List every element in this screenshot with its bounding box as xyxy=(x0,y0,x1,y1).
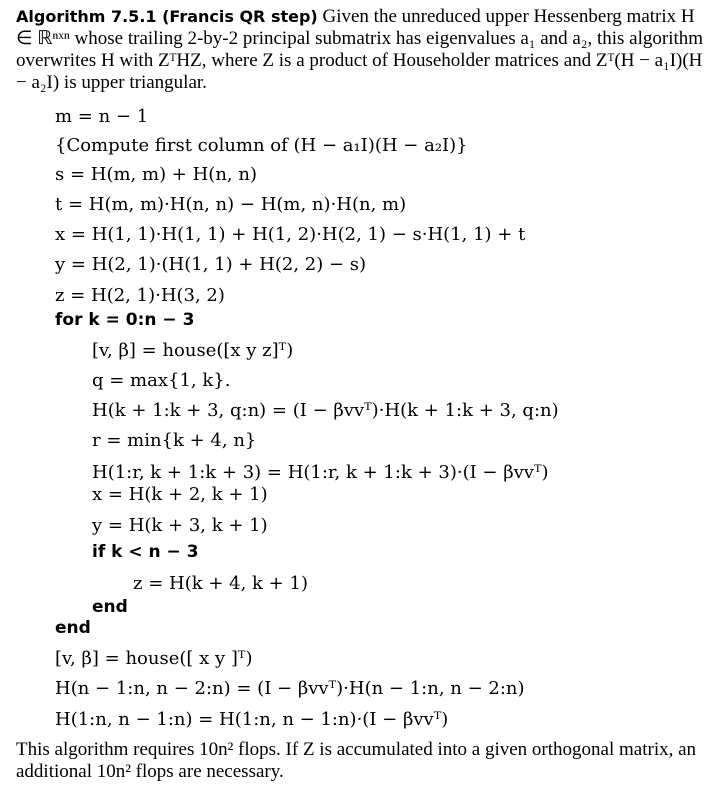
for-keyword-line: for k = 0:n − 3 xyxy=(55,310,195,330)
alg-line: [v, β] = house([ x y ]ᵀ) xyxy=(55,648,253,669)
alg-line: H(1:r, k + 1:k + 3) = H(1:r, k + 1:k + 3)·(I − βvvᵀ) xyxy=(92,462,549,483)
alg-line: s = H(m, m) + H(n, n) xyxy=(55,164,257,185)
alg-line: z = H(2, 1)·H(3, 2) xyxy=(55,285,225,306)
algorithm-header xyxy=(16,6,710,94)
alg-line: H(1:n, n − 1:n) = H(1:n, n − 1:n)·(I − βvvᵀ) xyxy=(55,709,449,730)
algorithm-description: Given the unreduced upper Hessenberg matrix H ∈ ℝⁿˣⁿ whose trailing 2-by-2 principal submatrix has eigenvalues a₁ and a₂, this algorithm overwrites H with ZᵀHZ, where Z is a product of Householder matrices and Zᵀ(H − a₁I)(H − a₂I) is upper triangular. xyxy=(16,6,704,93)
end-for-keyword: end xyxy=(55,618,91,638)
alg-line: H(n − 1:n, n − 2:n) = (I − βvvᵀ)·H(n − 1:n, n − 2:n) xyxy=(55,678,525,699)
alg-line: [v, β] = house([x y z]ᵀ) xyxy=(92,340,294,361)
end-if-keyword: end xyxy=(92,597,128,617)
if-keyword-line: if k < n − 3 xyxy=(92,542,199,562)
alg-line: q = max{1, k}. xyxy=(92,370,231,391)
alg-line: t = H(m, m)·H(n, n) − H(m, n)·H(n, m) xyxy=(55,194,407,215)
alg-line: y = H(2, 1)·(H(1, 1) + H(2, 2) − s) xyxy=(55,254,367,275)
alg-line: H(k + 1:k + 3, q:n) = (I − βvvᵀ)·H(k + 1:k + 3, q:n) xyxy=(92,400,559,421)
alg-comment: {Compute first column of (H − a₁I)(H − a₂I)} xyxy=(55,135,468,156)
alg-line: m = n − 1 xyxy=(55,106,149,127)
alg-line: x = H(k + 2, k + 1) xyxy=(92,484,268,505)
algorithm-title: Algorithm 7.5.1 (Francis QR step) xyxy=(16,7,318,26)
alg-line: z = H(k + 4, k + 1) xyxy=(133,573,308,594)
alg-line: x = H(1, 1)·H(1, 1) + H(1, 2)·H(2, 1) − s·H(1, 1) + t xyxy=(55,224,526,245)
alg-line: r = min{k + 4, n} xyxy=(92,430,257,451)
alg-line: y = H(k + 3, k + 1) xyxy=(92,515,268,536)
complexity-note: This algorithm requires 10n² flops. If Z is accumulated into a given orthogonal matrix, an additional 10n² flops are necessary. xyxy=(16,739,697,782)
